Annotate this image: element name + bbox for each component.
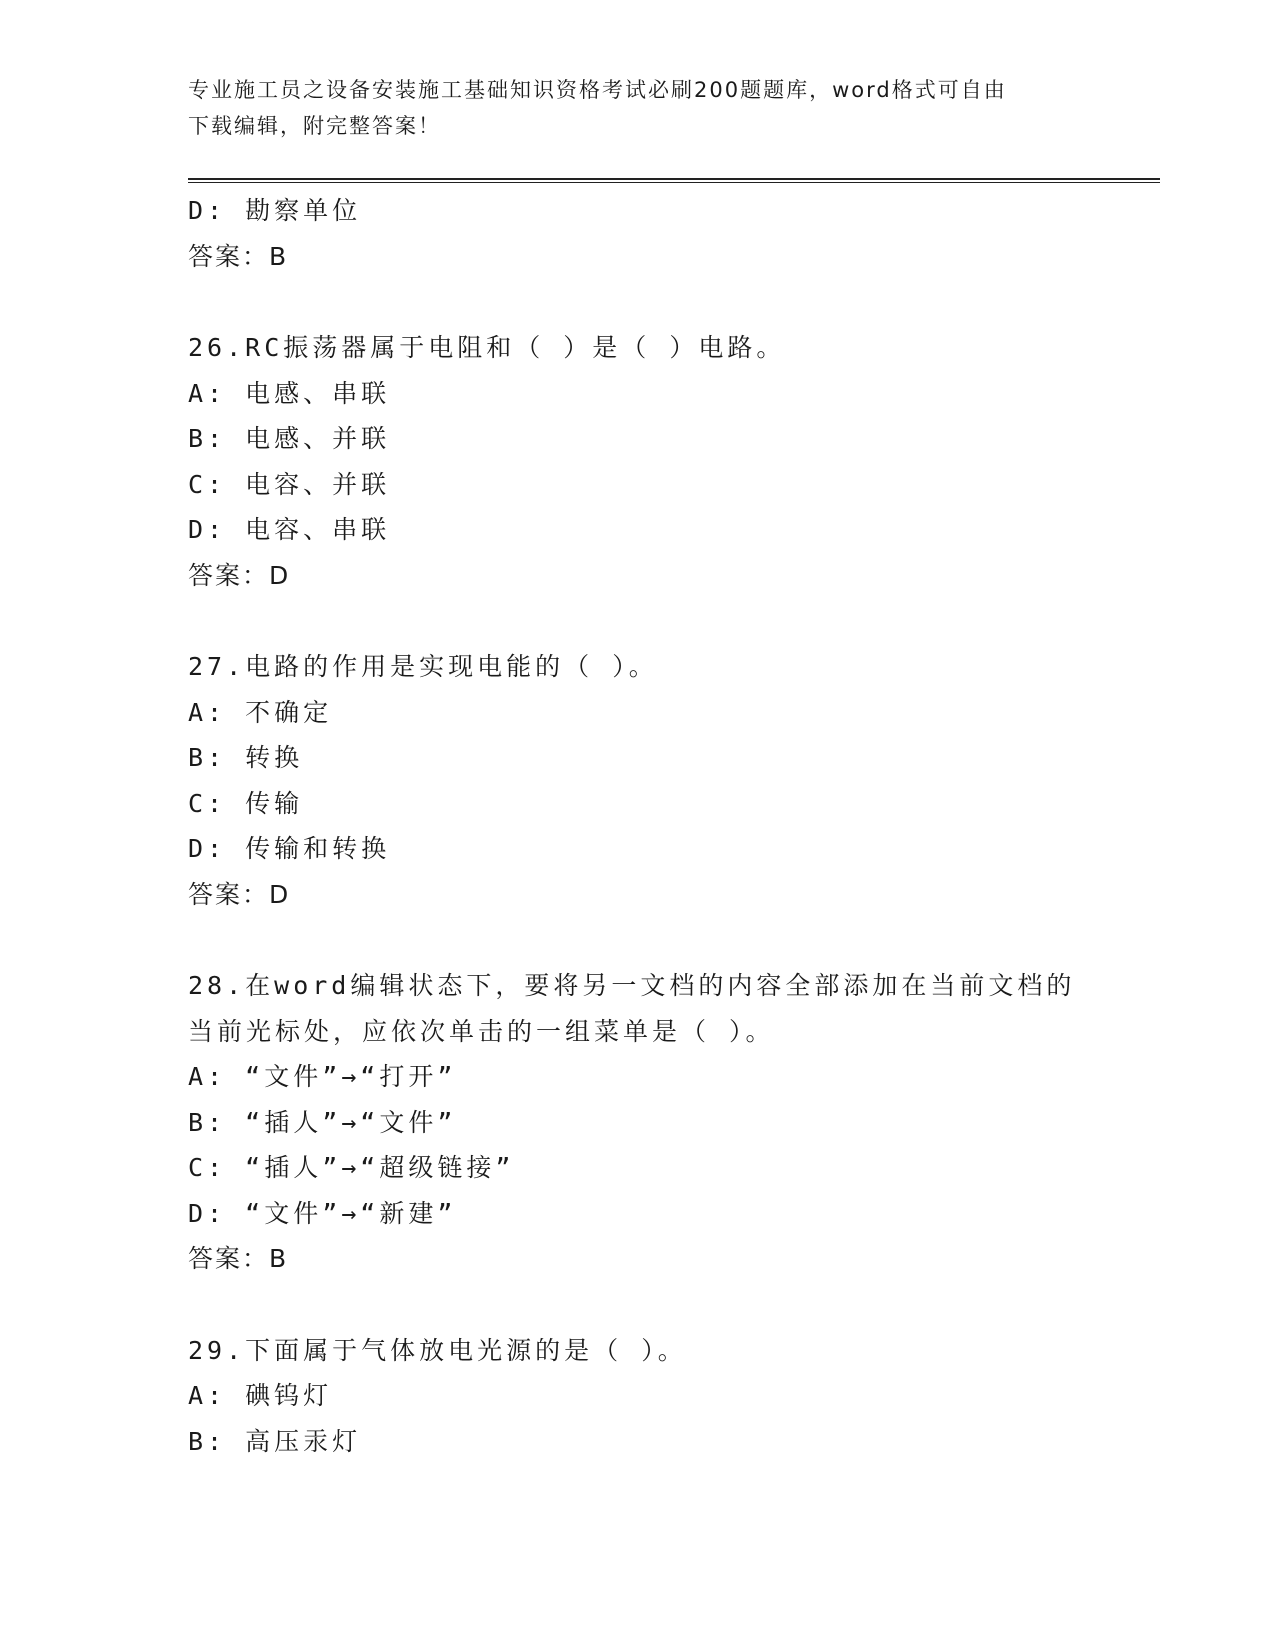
option-a: A: 电感、串联 — [188, 378, 391, 408]
option-b: B: “插人”→“文件” — [188, 1107, 457, 1137]
option-a: A: 不确定 — [188, 697, 333, 727]
option-c: C: 传输 — [188, 788, 304, 818]
option-d: D: 电容、串联 — [188, 515, 391, 544]
answer: 答案：D — [188, 560, 291, 590]
question-28 — [188, 963, 1088, 1282]
answer: 答案：B — [188, 1244, 289, 1273]
header-line-2: 下载编辑，附完整答案！ — [188, 114, 441, 138]
question-content — [188, 188, 1088, 1464]
prev-option-d: D: 勘察单位 — [188, 196, 362, 225]
header-line-1: 专业施工员之设备安装施工基础知识资格考试必刷200题题库，word格式可自由 — [188, 78, 1007, 102]
spacer — [188, 279, 1088, 325]
question-27 — [188, 644, 1088, 917]
option-d: D: 传输和转换 — [188, 834, 391, 863]
header-rule-thick — [188, 178, 1160, 180]
header-rule-thin — [188, 182, 1160, 183]
option-c: C: “插人”→“超级链接” — [188, 1153, 515, 1182]
question-stem: 29.下面属于气体放电光源的是（ ）。 — [188, 1335, 687, 1365]
option-a: A: “文件”→“打开” — [188, 1062, 457, 1091]
spacer — [188, 917, 1088, 963]
answer: 答案：D — [188, 879, 291, 909]
prev-answer: 答案：B — [188, 241, 289, 271]
question-stem: 27.电路的作用是实现电能的（ ）。 — [188, 652, 658, 681]
option-b: B: 转换 — [188, 743, 304, 772]
question-stem: 26.RC振荡器属于电阻和（ ）是（ ）电路。 — [188, 333, 786, 362]
option-b: B: 电感、并联 — [188, 424, 391, 453]
question-stem-line-1: 28.在word编辑状态下，要将另一文档的内容全部添加在当前文档的 — [188, 971, 1076, 1000]
option-c: C: 电容、并联 — [188, 469, 391, 499]
option-d: D: “文件”→“新建” — [188, 1198, 457, 1228]
question-26 — [188, 325, 1088, 598]
spacer — [188, 1282, 1088, 1328]
spacer — [188, 598, 1088, 644]
question-29 — [188, 1328, 1088, 1465]
option-a: A: 碘钨灯 — [188, 1381, 333, 1410]
question-stem-line-2: 当前光标处，应依次单击的一组菜单是（ ）。 — [188, 1016, 775, 1046]
option-b: B: 高压汞灯 — [188, 1426, 362, 1456]
document-header — [188, 72, 1088, 144]
